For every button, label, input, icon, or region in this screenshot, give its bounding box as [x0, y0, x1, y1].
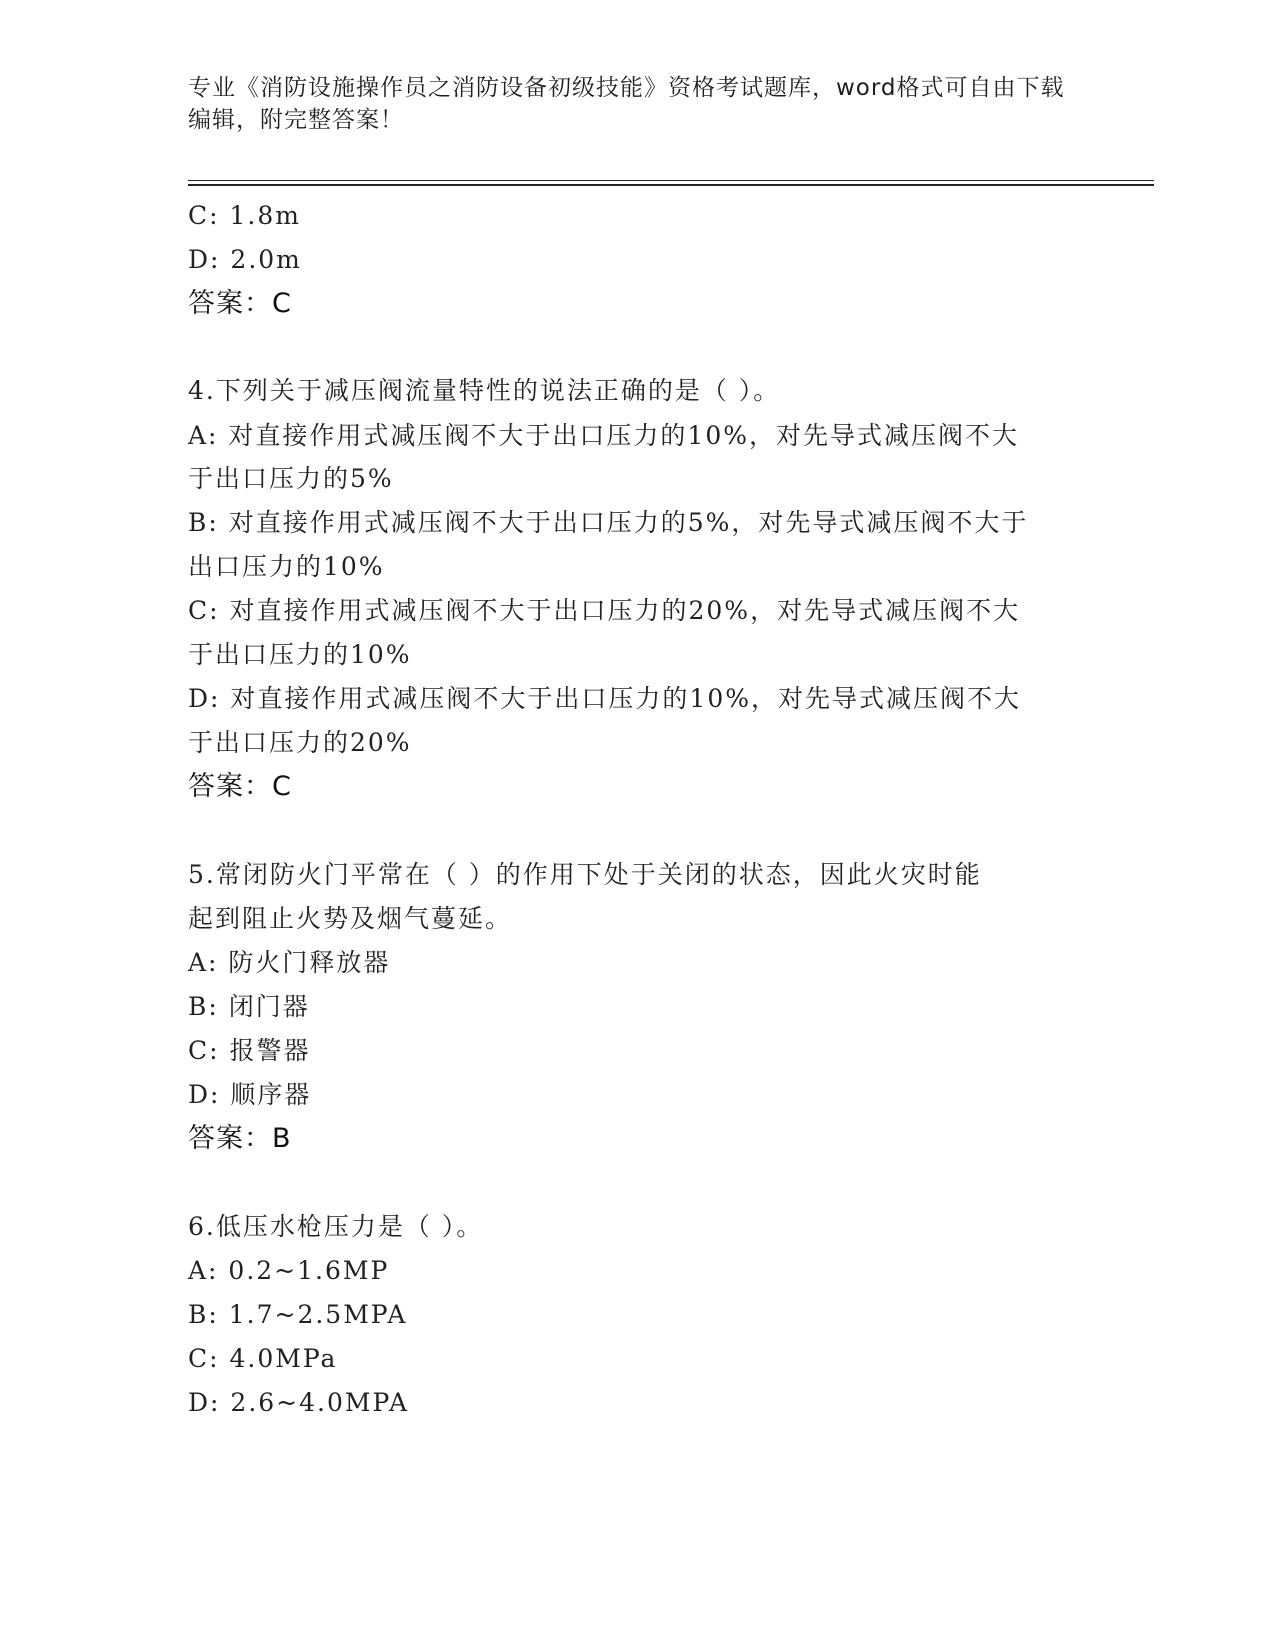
q5-option-a: A: 防火门释放器: [188, 948, 391, 977]
q5-option-d: D: 顺序器: [188, 1080, 312, 1109]
q5-option-b: B: 闭门器: [188, 992, 310, 1021]
q5-answer: 答案：B: [188, 1123, 292, 1154]
header-rule-thick: [188, 184, 1154, 186]
q4-option-b-line2: 出口压力的10%: [188, 552, 385, 581]
q4-option-d-line1: D: 对直接作用式减压阀不大于出口压力的10%，对先导式减压阀不大: [188, 684, 1021, 713]
q6-question: 6.低压水枪压力是（ ）。: [188, 1212, 484, 1241]
q5-option-c: C: 报警器: [188, 1036, 311, 1065]
q6-option-b: B: 1.7~2.5MPA: [188, 1300, 408, 1329]
header-rule-thin: [188, 180, 1154, 181]
q4-option-b-line1: B: 对直接作用式减压阀不大于出口压力的5%，对先导式减压阀不大于: [188, 508, 1029, 537]
q3-option-d: D: 2.0m: [188, 245, 302, 274]
q4-question: 4.下列关于减压阀流量特性的说法正确的是（ ）。: [188, 376, 781, 405]
q4-option-d-line2: 于出口压力的20%: [188, 728, 412, 757]
q4-option-c-line2: 于出口压力的10%: [188, 640, 412, 669]
q4-answer: 答案：C: [188, 771, 292, 802]
q6-option-d: D: 2.6~4.0MPA: [188, 1388, 410, 1417]
q6-option-c: C: 4.0MPa: [188, 1344, 338, 1373]
q4-option-a-line1: A: 对直接作用式减压阀不大于出口压力的10%，对先导式减压阀不大: [188, 421, 1019, 450]
q3-option-c: C: 1.8m: [188, 201, 301, 230]
q4-option-a-line2: 于出口压力的5%: [188, 464, 394, 493]
q6-option-a: A: 0.2~1.6MP: [188, 1256, 390, 1285]
q5-question-line1: 5.常闭防火门平常在（ ）的作用下处于关闭的状态，因此火灾时能: [188, 860, 982, 889]
q5-question-line2: 起到阻止火势及烟气蔓延。: [188, 904, 513, 933]
document-header: 专业《消防设施操作员之消防设备初级技能》资格考试题库，word格式可自由下载编辑，附完整答案！: [188, 75, 1065, 133]
q4-option-c-line1: C: 对直接作用式减压阀不大于出口压力的20%，对先导式减压阀不大: [188, 596, 1021, 625]
q3-answer: 答案：C: [188, 288, 292, 319]
